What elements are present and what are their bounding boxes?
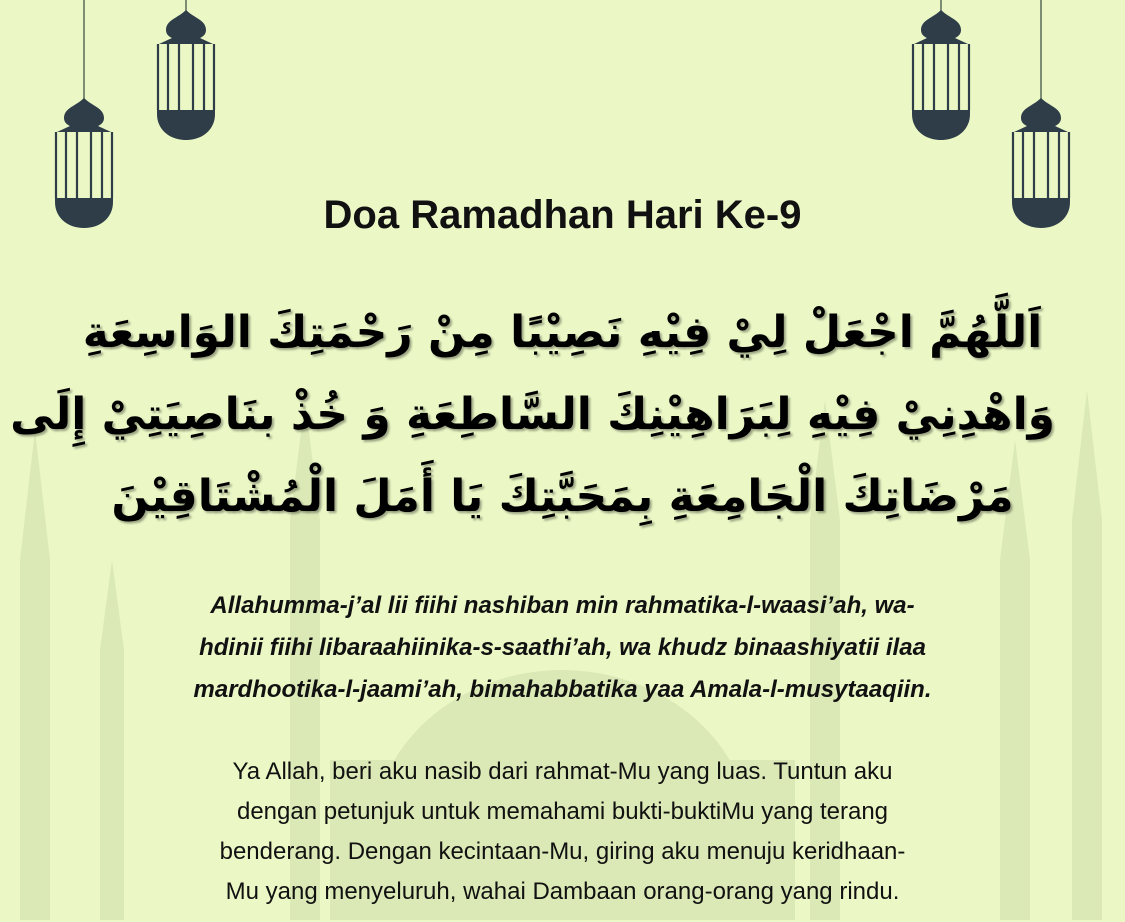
translation [60,752,1065,912]
transliteration-line: hdinii fiihi libaraahiinika-s-saathi’ah, wa khudz binaashiyatii ilaa [199,634,926,661]
translation-line: dengan petunjuk untuk memahami bukti-buktiMu yang terang [236,798,889,825]
lantern-icon [911,0,971,140]
lantern-icon [156,0,216,140]
translation-line: Mu yang menyeluruh, wahai Dambaan orang-orang yang rindu. [225,878,900,905]
transliteration [60,585,1065,711]
transliteration-line: Allahumma-j’al lii fiihi nashiban min rahmatika-l-waasi’ah, wa- [210,592,915,619]
translation-line: benderang. Dengan kecintaan-Mu, giring aku menuju keridhaan- [219,838,906,865]
arabic-prayer [10,292,1055,538]
translation-line: Ya Allah, beri aku nasib dari rahmat-Mu yang luas. Tuntun aku [232,758,893,785]
page-title: Doa Ramadhan Hari Ke-9 [323,193,802,237]
transliteration-line: mardhootika-l-jaami’ah, bimahabbatika yaa Amala-l-musytaaqiin. [193,676,932,703]
arabic-line: اَللَّهُمَّ اجْعَلْ لِيْ فِيْهِ نَصِيْبًا مِنْ رَحْمَتِكَ الوَاسِعَةِ [82,307,1043,358]
arabic-line: وَاهْدِنِيْ فِيْهِ لِبَرَاهِيْنِكَ السَّاطِعَةِ وَ خُذْ بنَاصِيَتِيْ إِلَى [10,389,1055,440]
arabic-line: مَرْضَاتِكَ الْجَامِعَةِ بِمَحَبَّتِكَ يَا أَمَلَ الْمُشْتَاقِيْنَ [111,471,1014,522]
